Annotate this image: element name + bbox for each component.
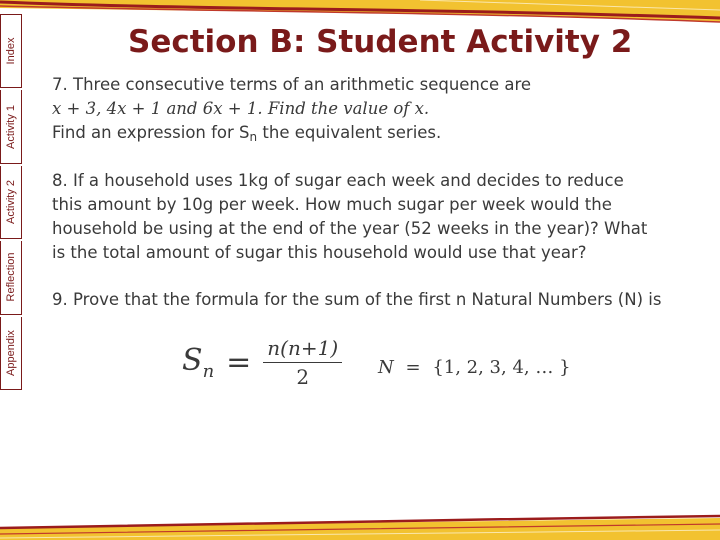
- tab-activity-2-label: Activity 2: [5, 180, 17, 225]
- sn-symbol-sub: n: [249, 130, 258, 144]
- formula-lhs-s: S: [182, 343, 203, 378]
- formula-lhs-sub: n: [202, 361, 215, 382]
- set-values: {1, 2, 3, 4, … }: [432, 357, 571, 378]
- question-9: [52, 288, 692, 312]
- q9-line-1: 9. Prove that the formula for the sum of the first n Natural Numbers (N) is: [52, 290, 662, 309]
- side-nav-tabs: [0, 14, 22, 392]
- q7-line-3-text-b: the equivalent series.: [257, 123, 442, 142]
- tab-activity-1[interactable]: [0, 90, 22, 163]
- formula-lhs: [182, 343, 214, 382]
- q7-line-2: x + 3, 4x + 1 and 6x + 1. Find the value of x.: [52, 99, 430, 118]
- tab-index[interactable]: [0, 14, 22, 88]
- formula-denominator: 2: [296, 365, 310, 389]
- page-title: Section B: Student Activity 2: [128, 24, 633, 60]
- tab-reflection-label: Reflection: [5, 252, 17, 302]
- q8-line-2: this amount by 10g per week. How much sugar per week would the: [52, 195, 612, 214]
- q7-line-1: 7. Three consecutive terms of an arithmetic sequence are: [52, 75, 532, 94]
- tab-index-label: Index: [5, 37, 17, 65]
- q8-line-1: 8. If a household uses 1kg of sugar each week and decides to reduce: [52, 171, 624, 190]
- formula-numerator: n(n+1): [263, 336, 342, 363]
- question-7: [52, 73, 672, 149]
- q8-line-3: household be using at the end of the year (52 weeks in the year)? What: [52, 219, 648, 238]
- tab-appendix-label: Appendix: [5, 329, 17, 376]
- tab-reflection[interactable]: [0, 241, 22, 314]
- tab-appendix[interactable]: [0, 317, 22, 390]
- set-variable: N: [378, 357, 394, 378]
- sum-formula: [182, 336, 342, 389]
- question-8: [52, 169, 672, 265]
- q8-line-4: is the total amount of sugar this household would use that year?: [52, 243, 587, 262]
- bottom-decorative-band: [0, 514, 720, 540]
- formula-equals: =: [226, 345, 252, 380]
- sn-symbol-s: S: [239, 123, 250, 142]
- sn-symbol: [239, 123, 257, 142]
- set-equals: =: [405, 357, 421, 378]
- top-decorative-band: [0, 0, 720, 26]
- tab-activity-1-label: Activity 1: [5, 104, 17, 149]
- q7-line-3-text-a: Find an expression for: [52, 123, 240, 142]
- tab-activity-2[interactable]: [0, 166, 22, 239]
- q7-line-3: [52, 121, 672, 149]
- natural-numbers-set: [378, 357, 571, 378]
- formula-fraction: [263, 336, 342, 389]
